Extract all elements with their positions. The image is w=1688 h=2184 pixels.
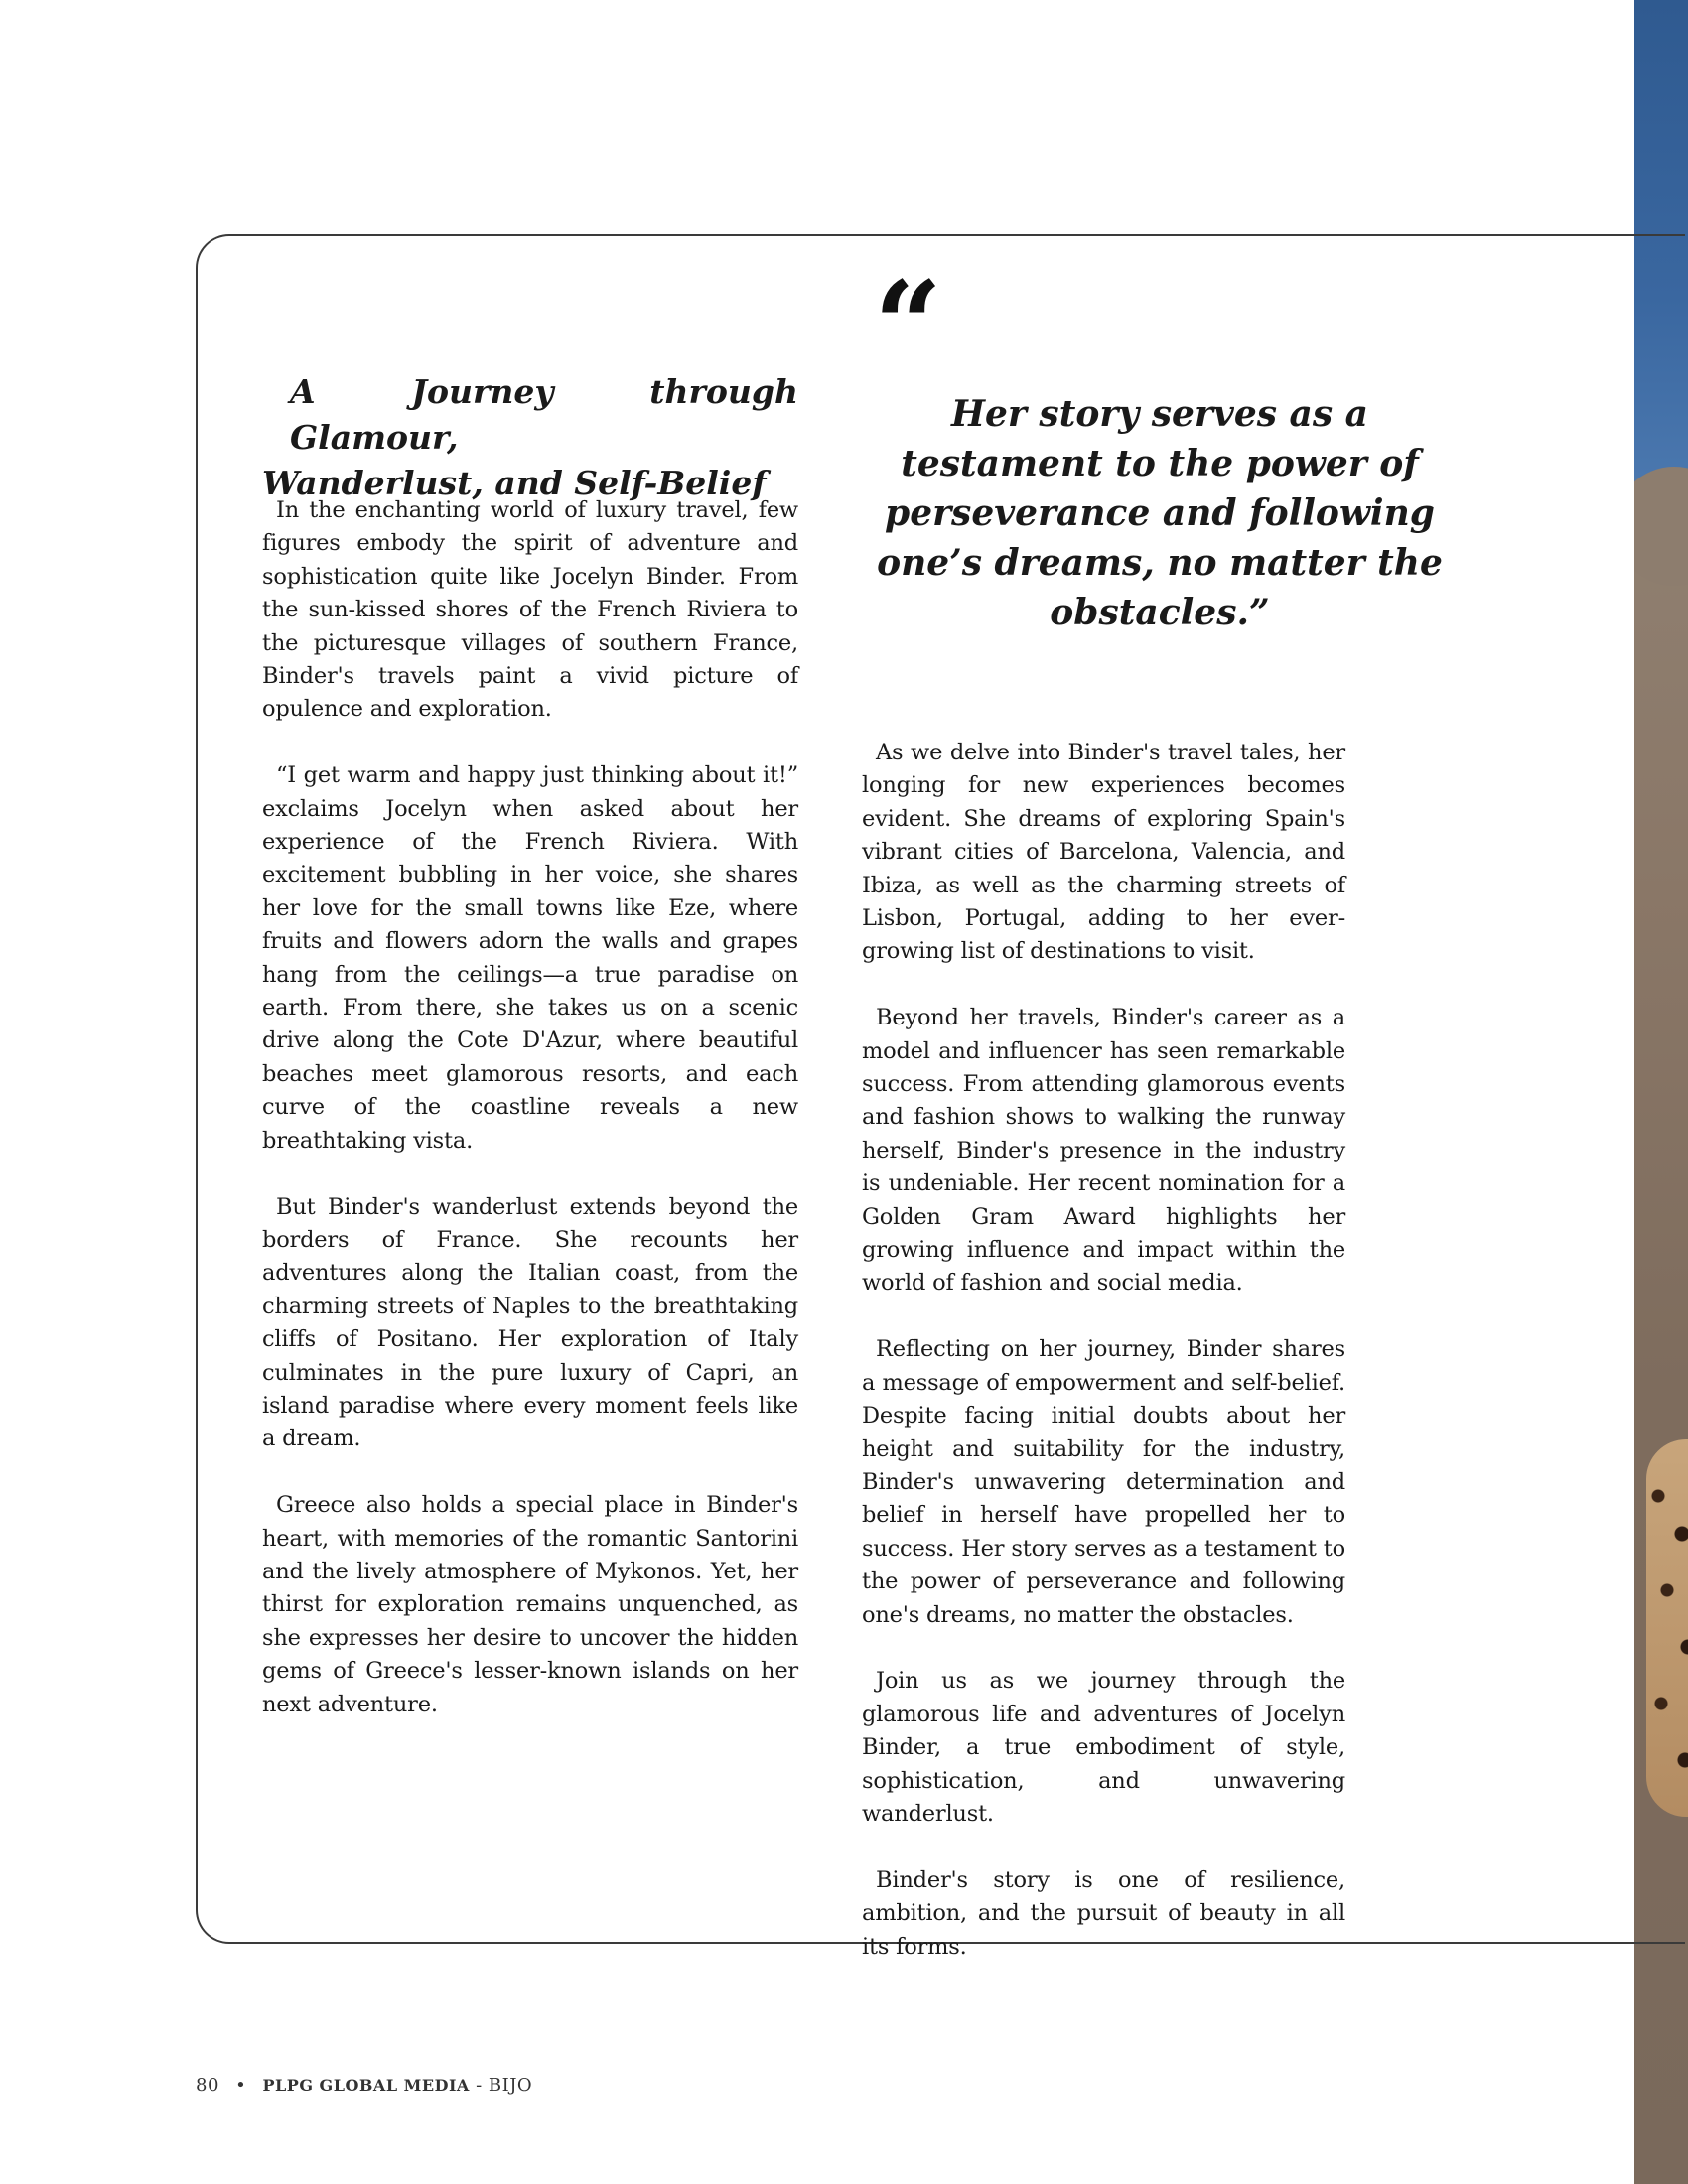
publication-name: BIJO <box>488 2075 533 2096</box>
bullet-separator: • <box>235 2075 247 2096</box>
pull-quote: Her story serves as a testament to the power of perseverance and following one’s dreams, no matter the obstacles.” <box>877 393 1443 633</box>
headline-line-2: Wanderlust, and Self-Belief <box>262 464 767 502</box>
paragraph: “I get warm and happy just thinking about it!” exclaims Jocelyn when asked about her experience of the French Riviera. With excitement bubbling in her voice, she shares her love for the small towns like Eze, where fruits and flowers adorn the walls and grapes hang from the ceilings—a true paradise on earth. From there, she takes us on a scenic drive along the Cote D'Azur, where beautiful beaches meet glamorous resorts, and each curve of the coastline reveals a new breathtaking vista. <box>262 762 798 1154</box>
page-number: 80 <box>196 2075 219 2096</box>
paragraph: Reflecting on her journey, Binder shares a message of empowerment and self-belief. Despite facing initial doubts about her height and suitability for the industry, Binder's unwavering determination and belief in herself have propelled her to success. Her story serves as a testament to the power of perseverance and following one's dreams, no matter the obstacles. <box>862 1336 1345 1628</box>
left-column <box>262 494 798 1754</box>
paragraph: Binder's story is one of resilience, ambition, and the pursuit of beauty in all its forms. <box>862 1866 1345 1960</box>
paragraph: Beyond her travels, Binder's career as a model and influencer has seen remarkable success. From attending glamorous events and fashion shows to walking the runway herself, Binder's presence in the industry is undeniable. Her recent nomination for a Golden Gram Award highlights her growing influence and impact within the world of fashion and social media. <box>862 1005 1345 1297</box>
paragraph: Join us as we journey through the glamorous life and adventures of Jocelyn Binder, a true embodiment of style, sophistication, and unwavering wanderlust. <box>862 1668 1345 1827</box>
paragraph: As we delve into Binder's travel tales, her longing for new experiences becomes evident. She dreams of exploring Spain's vibrant cities of Barcelona, Valencia, and Ibiza, as well as the charming streets of Lisbon, Portugal, adding to her ever-growing list of destinations to visit. <box>862 740 1345 965</box>
dash-separator: - <box>469 2075 489 2096</box>
quote-mark-icon: “ <box>874 255 943 395</box>
brand-name: PLPG GLOBAL MEDIA <box>262 2076 470 2095</box>
paragraph: Greece also holds a special place in Binder's heart, with memories of the romantic Santorini and the lively atmosphere of Mykonos. Yet, her thirst for exploration remains unquenched, as she expresses her desire to uncover the hidden gems of Greece's lesser-known islands on her next adventure. <box>262 1492 798 1717</box>
paragraph: But Binder's wanderlust extends beyond the borders of France. She recounts her adventures along the Italian coast, from the charming streets of Naples to the breathtaking cliffs of Positano. Her exploration of Italy culminates in the pure luxury of Capri, an island paradise where every moment feels like a dream. <box>262 1193 798 1452</box>
page-footer <box>196 2075 532 2096</box>
paragraph: In the enchanting world of luxury travel, few figures embody the spirit of adventure and sophistication quite like Jocelyn Binder. From the sun-kissed shores of the French Riviera to the picturesque villages of southern France, Binder's travels paint a vivid picture of opulence and exploration. <box>262 497 798 723</box>
right-column <box>862 737 1345 1996</box>
article-headline <box>262 369 798 506</box>
headline-line-1: A Journey through Glamour, <box>290 372 798 457</box>
